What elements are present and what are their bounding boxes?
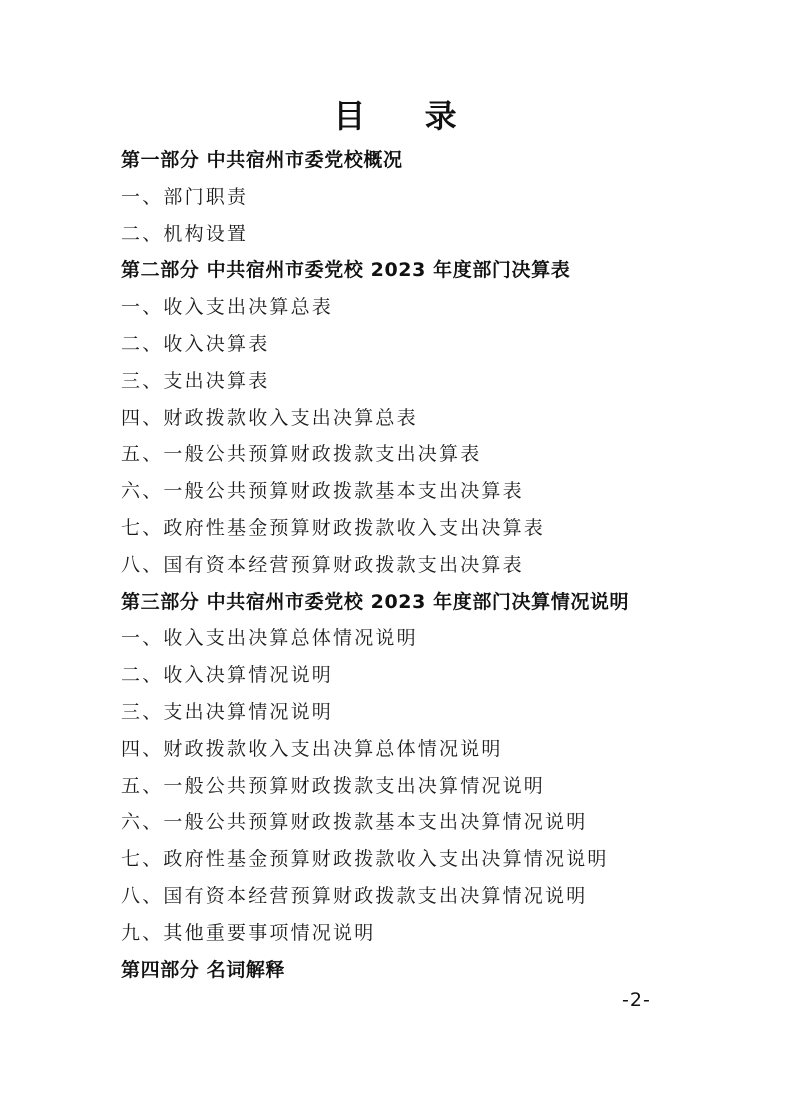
toc-item: 四、财政拨款收入支出决算总体情况说明 [121,737,503,760]
toc-item: 八、国有资本经营预算财政拨款支出决算情况说明 [121,884,588,907]
toc-part-3: 第三部分 中共宿州市委党校 2023 年度部门决算情况说明 [121,590,630,613]
toc-item: 九、其他重要事项情况说明 [121,921,376,944]
table-of-contents [121,142,721,988]
toc-part-4: 第四部分 名词解释 [121,958,286,981]
toc-item: 三、支出决算表 [121,369,270,392]
toc-item: 二、收入决算情况说明 [121,664,334,687]
toc-item: 二、收入决算表 [121,332,270,355]
page-title: 目 录 [333,97,481,135]
toc-item: 四、财政拨款收入支出决算总表 [121,406,418,429]
toc-part-1: 第一部分 中共宿州市委党校概况 [121,149,403,171]
toc-part-2: 第二部分 中共宿州市委党校 2023 年度部门决算表 [121,259,571,282]
toc-item: 三、支出决算情况说明 [121,700,334,723]
toc-item: 二、机构设置 [121,222,249,245]
toc-item: 七、政府性基金预算财政拨款收入支出决算表 [121,516,546,539]
toc-item: 五、一般公共预算财政拨款支出决算情况说明 [121,774,546,797]
toc-item: 七、政府性基金预算财政拨款收入支出决算情况说明 [121,848,609,871]
toc-item: 五、一般公共预算财政拨款支出决算表 [121,443,482,466]
toc-item: 一、收入支出决算总体情况说明 [121,627,418,650]
toc-item: 六、一般公共预算财政拨款基本支出决算情况说明 [121,811,588,834]
toc-item: 六、一般公共预算财政拨款基本支出决算表 [121,480,524,503]
toc-item: 八、国有资本经营预算财政拨款支出决算表 [121,553,524,576]
toc-item: 一、收入支出决算总表 [121,296,334,319]
toc-item: 一、部门职责 [121,185,249,208]
page-number: -2- [622,989,651,1011]
